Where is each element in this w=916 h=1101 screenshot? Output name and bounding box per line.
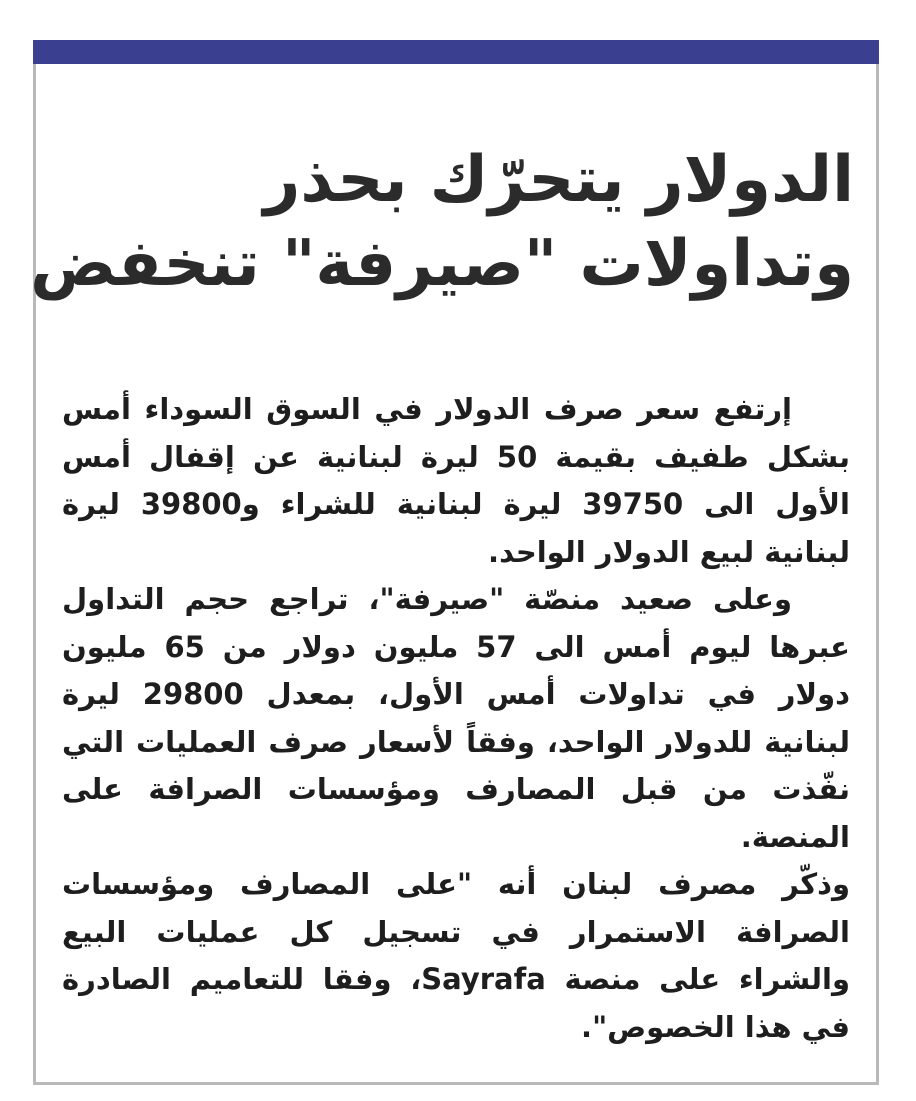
body-paragraph-1: إرتفع سعر صرف الدولار في السوق السوداء أمس بشكل طفيف بقيمة 50 ليرة لبنانية عن إقفال أمس الأول الى 39750 ليرة لبنانية للشراء و39800 ليرة لبنانية لبيع الدولار الواحد. [62, 392, 851, 569]
article-body [62, 386, 850, 1051]
body-paragraph-2: وعلى صعيد منصّة "صيرفة"، تراجع حجم التداول عبرها ليوم أمس الى 57 مليون دولار من 65 مليون دولار في تداولات أمس الأول، بمعدل 29800 ليرة لبنانية للدولار الواحد، وفقاً لأسعار صرف العمليات التي نفّذت من قبل المصارف ومؤسسات الصرافة على المنصة. [62, 582, 850, 854]
headline-line-1: الدولار يتحرّك بحذر [263, 143, 854, 217]
article-headline [30, 138, 854, 306]
top-accent-bar [33, 40, 879, 64]
headline-line-2: وتداولات "صيرفة" تنخفض [30, 227, 854, 301]
body-paragraph-3: وذكّر مصرف لبنان أنه "على المصارف ومؤسسات الصرافة الاستمرار في تسجيل كل عمليات البيع والشراء على منصة Sayrafa، وفقا للتعاميم الصادرة في هذا الخصوص". [62, 867, 850, 1044]
